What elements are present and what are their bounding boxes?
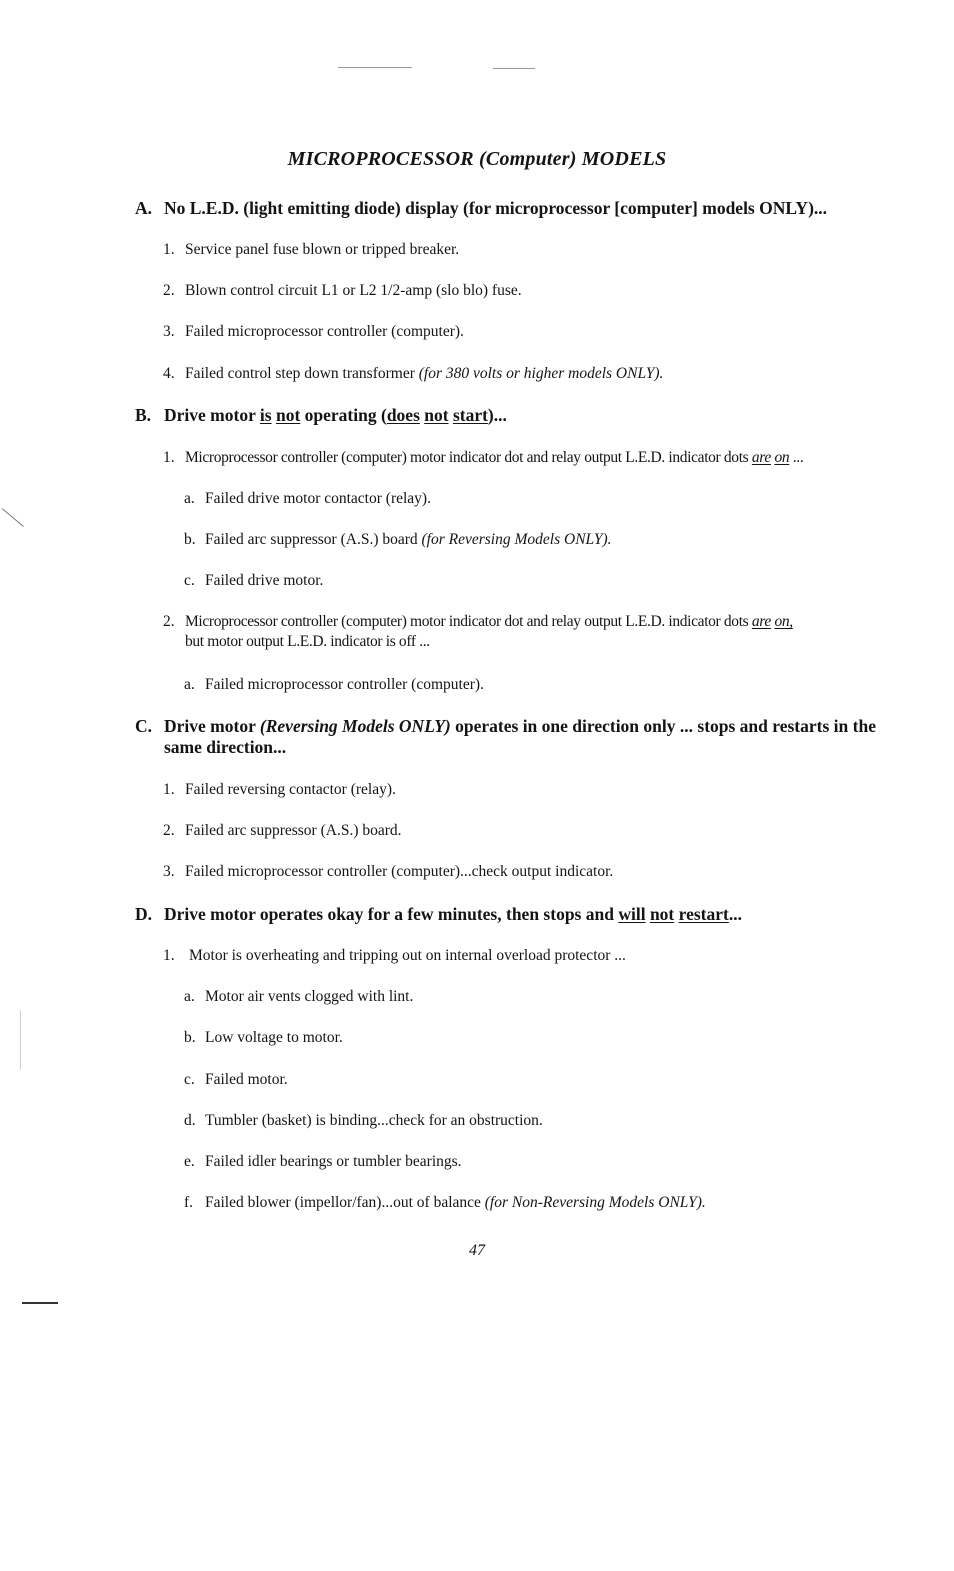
section-heading-text <box>164 716 912 758</box>
scan-artifact-line <box>22 1302 58 1304</box>
item-emphasis: on <box>774 449 790 466</box>
sub-item-note: (for Non-Reversing Models ONLY). <box>484 1194 706 1211</box>
sub-item-text: Failed idler bearings or tumbler bearings. <box>205 1153 462 1170</box>
sub-item-letter: a. <box>184 988 195 1005</box>
page-title: MICROPROCESSOR (Computer) MODELS <box>287 148 667 170</box>
item-text <box>185 364 907 384</box>
section-heading-text <box>164 904 912 925</box>
sub-item-letter: e. <box>184 1153 195 1170</box>
sub-item-text: Failed drive motor. <box>205 572 324 589</box>
sub-item-text-main: Failed arc suppressor (A.S.) board <box>205 531 422 548</box>
section-heading-text <box>164 405 912 426</box>
item-note: (for 380 volts or higher models ONLY). <box>418 365 664 382</box>
item-text <box>185 448 907 468</box>
item-emphasis: on, <box>774 613 793 630</box>
scan-artifact-line <box>493 68 535 69</box>
item-number: 1. <box>163 947 175 964</box>
sub-item-letter: c. <box>184 1071 195 1088</box>
item-text-tail: ... <box>789 449 804 466</box>
item-number: 2. <box>163 822 175 839</box>
item-number: 3. <box>163 323 175 340</box>
sub-item-letter: a. <box>184 490 195 507</box>
item-number: 3. <box>163 863 175 880</box>
section-letter: C. <box>135 716 153 736</box>
heading-underlined: will <box>618 904 646 924</box>
heading-part: Drive motor <box>164 716 260 736</box>
heading-part: ( <box>380 405 387 425</box>
item-text: Service panel fuse blown or tripped breaker. <box>185 241 460 258</box>
heading-part: ... <box>728 904 742 924</box>
sub-item-letter: a. <box>184 676 195 693</box>
item-number: 4. <box>163 365 175 382</box>
item-text: Failed reversing contactor (relay). <box>185 781 396 798</box>
sub-item-text: Low voltage to motor. <box>205 1029 343 1046</box>
section-letter: A. <box>135 198 153 218</box>
item-text: Failed arc suppressor (A.S.) board. <box>185 822 402 839</box>
sub-item-text: Failed microprocessor controller (computer). <box>205 676 484 693</box>
item-number: 1. <box>163 241 175 258</box>
item-number: 1. <box>163 449 175 466</box>
heading-emphasis: (Reversing Models ONLY) <box>259 716 451 736</box>
sub-item-letter: d. <box>184 1112 196 1129</box>
section-letter: B. <box>135 405 152 425</box>
sub-item-letter: c. <box>184 572 195 589</box>
item-number: 2. <box>163 613 175 630</box>
item-emphasis: are <box>751 449 771 466</box>
heading-underlined: is <box>259 405 272 425</box>
sub-item-text: Motor air vents clogged with lint. <box>205 988 414 1005</box>
item-text: Blown control circuit L1 or L2 1/2-amp (slo blo) fuse. <box>185 282 522 299</box>
sub-item-letter: f. <box>184 1194 194 1211</box>
heading-part: )... <box>487 405 507 425</box>
heading-part: Drive motor operates okay for a few minutes, then stops and <box>164 904 619 924</box>
heading-underlined: not <box>649 904 675 924</box>
item-emphasis: are <box>751 613 771 630</box>
sub-item-letter: b. <box>184 1029 196 1046</box>
sub-item-text <box>205 530 895 550</box>
heading-part: operating <box>300 405 381 425</box>
heading-part: operates in one direction only ... stops and restarts in the same direction... <box>164 716 876 757</box>
item-text-line2: but motor output L.E.D. indicator is off ... <box>185 633 430 650</box>
section-letter: D. <box>135 904 153 924</box>
sub-item-letter: b. <box>184 531 196 548</box>
heading-part: Drive motor <box>164 405 260 425</box>
heading-underlined: not <box>275 405 301 425</box>
heading-underlined: not <box>424 405 449 425</box>
sub-item-text: Tumbler (basket) is binding...check for an obstruction. <box>205 1112 543 1129</box>
sub-item-text-main: Failed blower (impellor/fan)...out of balance <box>205 1194 485 1211</box>
sub-item-text: Failed drive motor contactor (relay). <box>205 490 431 507</box>
item-text <box>185 612 907 652</box>
item-text: Failed microprocessor controller (computer)...check output indicator. <box>185 863 614 880</box>
item-number: 1. <box>163 781 175 798</box>
page-number: 47 <box>469 1242 485 1259</box>
scan-artifact-mark <box>20 1010 21 1070</box>
item-text-main: Microprocessor controller (computer) motor indicator dot and relay output L.E.D. indicator dots <box>185 613 752 630</box>
scan-artifact-line <box>338 67 412 68</box>
item-text-main: Failed control step down transformer <box>185 365 419 382</box>
section-heading-text: No L.E.D. (light emitting diode) display (for microprocessor [computer] models ONLY)... <box>164 198 828 218</box>
item-text: Failed microprocessor controller (computer). <box>185 323 464 340</box>
item-number: 2. <box>163 282 175 299</box>
heading-underlined: does <box>386 405 420 425</box>
sub-item-text <box>205 1193 895 1213</box>
heading-underlined: start <box>452 405 488 425</box>
item-text: Motor is overheating and tripping out on internal overload protector ... <box>189 947 626 964</box>
sub-item-note: (for Reversing Models ONLY). <box>421 531 612 548</box>
heading-underlined: restart <box>678 904 729 924</box>
sub-item-text: Failed motor. <box>205 1071 288 1088</box>
item-text-main: Microprocessor controller (computer) motor indicator dot and relay output L.E.D. indicator dots <box>185 449 752 466</box>
scan-artifact-mark <box>2 508 24 527</box>
